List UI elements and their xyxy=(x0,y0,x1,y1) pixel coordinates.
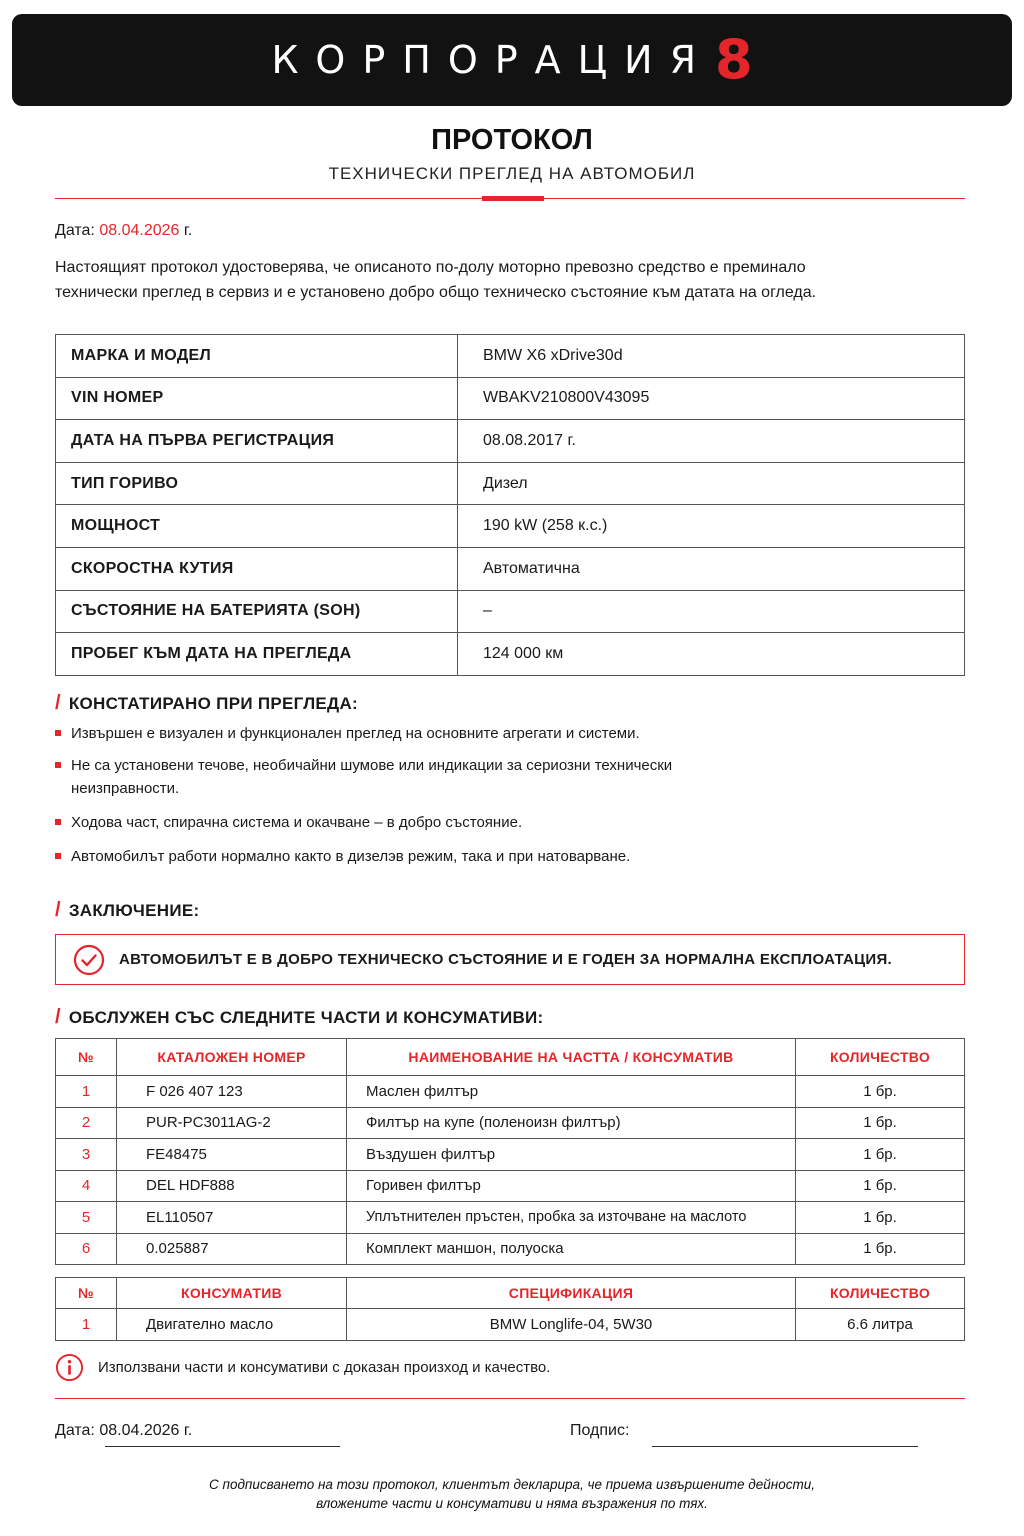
column-header: КОЛИЧЕСТВО xyxy=(796,1278,965,1309)
part-quantity: 1 бр. xyxy=(796,1233,965,1265)
signature-label: Подпис: xyxy=(570,1422,630,1439)
column-header: НАИМЕНОВАНИЕ НА ЧАСТТА / КОНСУМАТИВ xyxy=(347,1039,796,1076)
vehicle-label: ДАТА НА ПЪРВА РЕГИСТРАЦИЯ xyxy=(56,420,458,463)
brand-header xyxy=(12,14,1012,106)
vehicle-value: 08.08.2017 г. xyxy=(458,420,965,463)
consumables-table xyxy=(55,1277,965,1341)
column-header: СПЕЦИФИКАЦИЯ xyxy=(347,1278,796,1309)
vehicle-value: 124 000 км xyxy=(458,633,965,676)
conclusion-box xyxy=(55,934,965,985)
square-bullet-icon xyxy=(55,730,61,736)
table-row xyxy=(56,505,965,548)
slash-marker: / xyxy=(55,899,61,921)
catalog-number: EL110507 xyxy=(117,1202,347,1234)
list-item xyxy=(55,845,935,868)
conclusion-heading xyxy=(55,899,199,922)
intro-paragraph: Настоящият протокол удостоверява, че описаното по-долу моторно превозно средство е преминало технически преглед в сервиз и е установено добро общо техническо състояние към датата на огледа. xyxy=(55,259,817,301)
finding-text: Извършен е визуален и функционален преглед на основните агрегати и системи. xyxy=(71,725,640,742)
catalog-number: FE48475 xyxy=(117,1139,347,1171)
part-name: Филтър на купе (поленоизн филтър) xyxy=(347,1107,796,1139)
brand-number: 8 xyxy=(714,28,753,91)
table-row xyxy=(56,1202,965,1234)
footer-line-2: вложените части и консумативи и няма възражения по тях. xyxy=(316,1496,708,1511)
part-quantity: 1 бр. xyxy=(796,1202,965,1234)
column-header: КАТАЛОЖЕН НОМЕР xyxy=(117,1039,347,1076)
table-row xyxy=(56,1076,965,1108)
part-name: Маслен филтър xyxy=(347,1076,796,1108)
list-item xyxy=(55,811,935,834)
parts-title: ОБСЛУЖЕН СЪС СЛЕДНИТЕ ЧАСТИ И КОНСУМАТИВИ: xyxy=(68,1007,544,1027)
column-header: КОЛИЧЕСТВО xyxy=(796,1039,965,1076)
parts-heading xyxy=(55,1006,544,1029)
signature-line[interactable] xyxy=(652,1446,918,1447)
date-underline xyxy=(105,1446,340,1447)
row-number: 6 xyxy=(56,1233,117,1265)
part-quantity: 1 бр. xyxy=(796,1170,965,1202)
table-row xyxy=(56,547,965,590)
title-accent-bar xyxy=(482,196,544,201)
consumable-quantity: 6.6 литра xyxy=(796,1309,965,1341)
row-number: 2 xyxy=(56,1107,117,1139)
table-row xyxy=(56,1139,965,1171)
vehicle-value: Дизел xyxy=(458,462,965,505)
catalog-number: DEL HDF888 xyxy=(117,1170,347,1202)
date-value: 08.04.2026 xyxy=(99,222,180,239)
square-bullet-icon xyxy=(55,853,61,859)
catalog-number: F 026 407 123 xyxy=(117,1076,347,1108)
vehicle-label: СКОРОСТНА КУТИЯ xyxy=(56,547,458,590)
slash-marker: / xyxy=(55,692,61,714)
table-row xyxy=(56,335,965,378)
table-row xyxy=(56,1233,965,1265)
signature-date xyxy=(55,1422,192,1440)
signature-date-label: Дата: xyxy=(55,1422,95,1439)
conclusion-title: ЗАКЛЮЧЕНИЕ: xyxy=(68,900,200,920)
quality-note xyxy=(55,1353,550,1382)
slash-marker: / xyxy=(55,1006,61,1028)
table-header-row xyxy=(56,1278,965,1309)
square-bullet-icon xyxy=(55,762,61,768)
vehicle-label: МОЩНОСТ xyxy=(56,505,458,548)
vehicle-value: – xyxy=(458,590,965,633)
part-name: Уплътнителен пръстен, пробка за източване на маслото xyxy=(347,1202,796,1234)
note-text: Използвани части и консумативи с доказан произход и качество. xyxy=(98,1359,551,1376)
table-header-row xyxy=(56,1039,965,1076)
part-quantity: 1 бр. xyxy=(796,1107,965,1139)
footer-line-1: С подписването на този протокол, клиентът декларира, че приема извършените дейности, xyxy=(209,1477,815,1492)
finding-text: Ходова част, спирачна система и окачване – в добро състояние. xyxy=(71,814,523,831)
table-row xyxy=(56,462,965,505)
footer-divider xyxy=(55,1398,965,1399)
brand-logo xyxy=(271,28,753,91)
table-row xyxy=(56,377,965,420)
table-row xyxy=(56,590,965,633)
table-row xyxy=(56,1170,965,1202)
list-item xyxy=(55,722,935,745)
table-row xyxy=(56,420,965,463)
column-header: № xyxy=(56,1278,117,1309)
part-name: Горивен филтър xyxy=(347,1170,796,1202)
row-number: 5 xyxy=(56,1202,117,1234)
parts-table xyxy=(55,1038,965,1265)
info-circle-icon xyxy=(55,1353,84,1382)
date-suffix: г. xyxy=(183,222,193,239)
part-name: Въздушен филтър xyxy=(347,1139,796,1171)
row-number: 4 xyxy=(56,1170,117,1202)
part-name: Комплект маншон, полуоска xyxy=(347,1233,796,1265)
table-row xyxy=(56,633,965,676)
date-label: Дата: xyxy=(55,222,95,239)
list-item xyxy=(55,754,675,800)
document-date xyxy=(55,222,192,240)
vehicle-value: 190 kW (258 к.с.) xyxy=(458,505,965,548)
column-header: КОНСУМАТИВ xyxy=(117,1278,347,1309)
part-quantity: 1 бр. xyxy=(796,1139,965,1171)
catalog-number: 0.025887 xyxy=(117,1233,347,1265)
vehicle-label: МАРКА И МОДЕЛ xyxy=(56,335,458,378)
findings-title: КОНСТАТИРАНО ПРИ ПРЕГЛЕДА: xyxy=(68,693,359,713)
conclusion-text: АВТОМОБИЛЪТ Е В ДОБРО ТЕХНИЧЕСКО СЪСТОЯНИЕ И Е ГОДЕН ЗА НОРМАЛНА ЕКСПЛОАТАЦИЯ. xyxy=(119,951,893,968)
row-number: 1 xyxy=(56,1309,117,1341)
consumable-spec: BMW Longlife-04, 5W30 xyxy=(347,1309,796,1341)
finding-text: Не са установени течове, необичайни шумове или индикации за сериозни технически неизправности. xyxy=(71,757,673,797)
signature-date-value: 08.04.2026 г. xyxy=(99,1422,193,1439)
row-number: 3 xyxy=(56,1139,117,1171)
table-row xyxy=(56,1107,965,1139)
document-subtitle: ТЕХНИЧЕСКИ ПРЕГЛЕД НА АВТОМОБИЛ xyxy=(328,164,696,183)
table-row xyxy=(56,1309,965,1341)
consumable-name: Двигателно масло xyxy=(117,1309,347,1341)
column-header: № xyxy=(56,1039,117,1076)
vehicle-label: ТИП ГОРИВО xyxy=(56,462,458,505)
vehicle-table xyxy=(55,334,965,676)
finding-text: Автомобилът работи нормално както в дизелэв режим, така и при натоварване. xyxy=(71,848,631,865)
brand-name: КОРПОРАЦИЯ xyxy=(271,38,713,82)
document-title: ПРОТОКОЛ xyxy=(431,124,593,156)
part-quantity: 1 бр. xyxy=(796,1076,965,1108)
catalog-number: PUR-PC3011AG-2 xyxy=(117,1107,347,1139)
vehicle-value: WBAKV210800V43095 xyxy=(458,377,965,420)
vehicle-label: ПРОБЕГ КЪМ ДАТА НА ПРЕГЛЕДА xyxy=(56,633,458,676)
footer-disclaimer xyxy=(0,1475,1024,1513)
row-number: 1 xyxy=(56,1076,117,1108)
findings-list xyxy=(55,722,935,868)
vehicle-value: BMW X6 xDrive30d xyxy=(458,335,965,378)
vehicle-label: VIN НОМЕР xyxy=(56,377,458,420)
vehicle-value: Автоматична xyxy=(458,547,965,590)
square-bullet-icon xyxy=(55,819,61,825)
findings-heading xyxy=(55,692,358,715)
check-circle-icon xyxy=(73,944,105,976)
vehicle-label: СЪСТОЯНИЕ НА БАТЕРИЯТА (SOH) xyxy=(56,590,458,633)
